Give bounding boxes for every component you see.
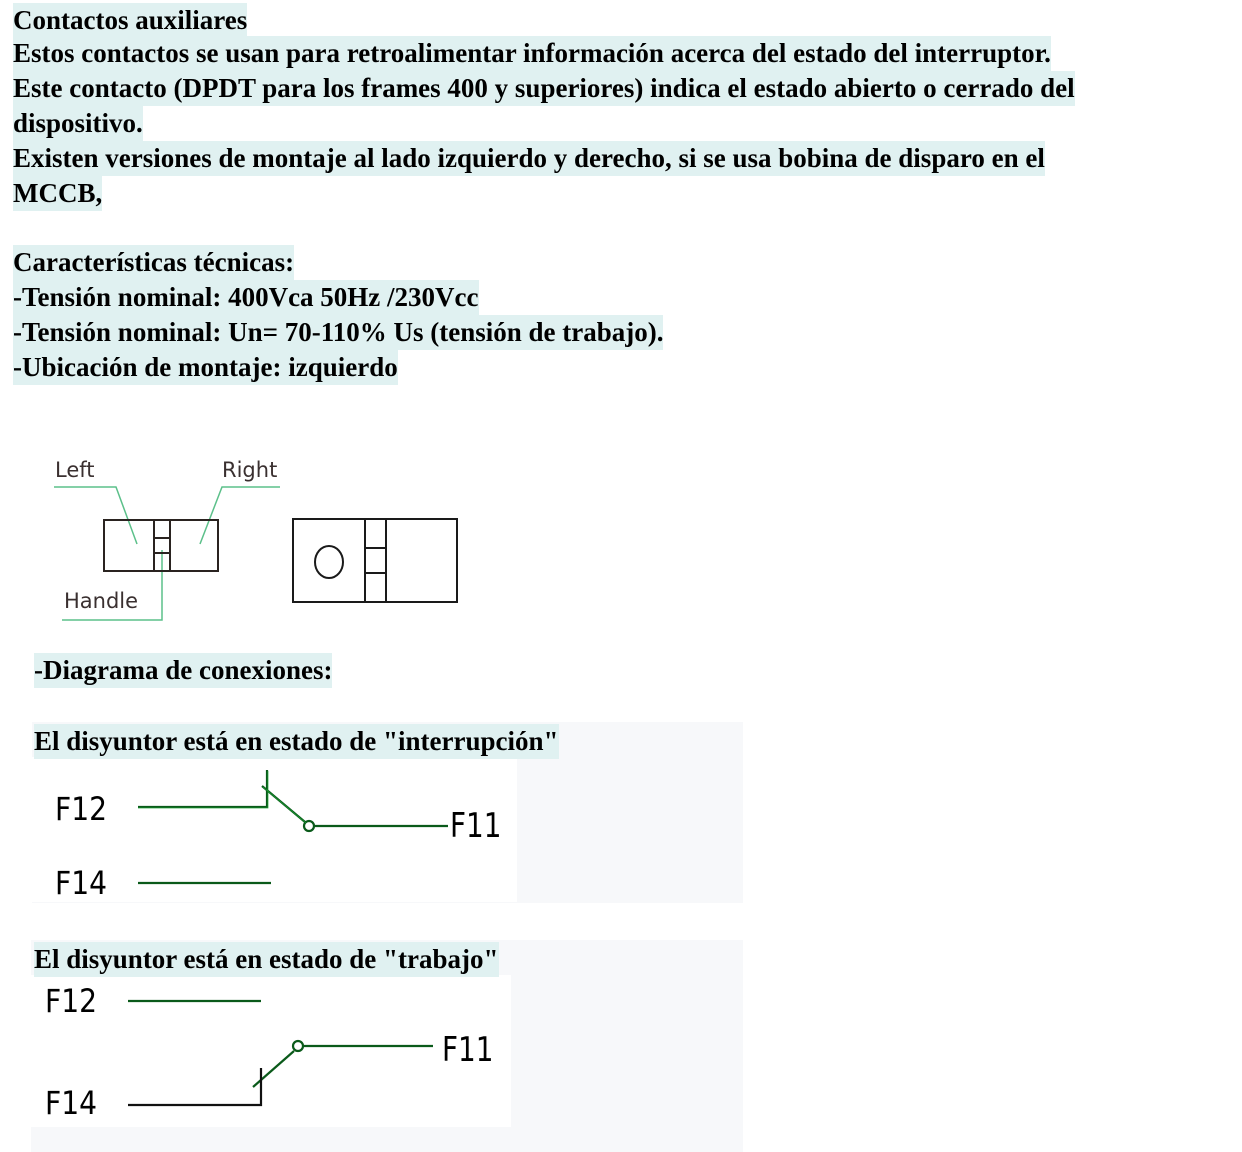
- label-left: Left: [55, 458, 95, 482]
- breaker-front-view: [293, 519, 457, 602]
- terminal-f11: F11: [442, 1030, 494, 1070]
- spec-item-2: [13, 315, 663, 350]
- terminal-f14: F14: [55, 864, 108, 902]
- intro-text: Existen versiones de montaje al lado izquierdo y derecho, si se usa bobina de disparo en el: [13, 141, 1045, 176]
- intro-line-5: [13, 176, 102, 211]
- specs-heading: Características técnicas:: [13, 245, 294, 280]
- intro-line-3: [13, 106, 143, 141]
- intro-text: Estos contactos se usan para retroalimentar información acerca del estado del interruptor.: [13, 36, 1051, 71]
- intro-line-4: [13, 141, 1045, 176]
- spec-text: -Ubicación de montaje: izquierdo: [13, 350, 398, 385]
- intro-line-1: [13, 36, 1051, 71]
- terminal-f11: F11: [450, 806, 502, 846]
- intro-text: MCCB,: [13, 176, 102, 211]
- connections-heading-line: [34, 653, 332, 688]
- f14-wire: [128, 1068, 261, 1105]
- intro-line-2: [13, 71, 1075, 106]
- state-interruption-caption-line: [34, 724, 559, 759]
- label-right: Right: [222, 458, 278, 482]
- terminal-f14: F14: [45, 1084, 98, 1122]
- spec-text: -Tensión nominal: Un= 70-110% Us (tensión de trabajo).: [13, 315, 663, 350]
- spec-item-3: [13, 350, 398, 385]
- intro-text: dispositivo.: [13, 106, 143, 141]
- intro-text: Este contacto (DPDT para los frames 400 y superiores) indica el estado abierto o cerrado del: [13, 71, 1075, 106]
- label-handle: Handle: [64, 589, 139, 613]
- terminal-f12: F12: [45, 982, 98, 1020]
- terminal-f12: F12: [55, 790, 108, 828]
- spec-item-1: [13, 280, 479, 315]
- pivot-contact: [293, 1041, 303, 1051]
- document-title: Contactos auxiliares: [13, 3, 247, 38]
- f12-wire: [138, 770, 267, 807]
- title-line: [13, 3, 247, 38]
- connections-heading: -Diagrama de conexiones:: [34, 653, 332, 688]
- switch-blade: [253, 1051, 294, 1087]
- state-caption: El disyuntor está en estado de "interrupción": [34, 724, 559, 759]
- state-caption: El disyuntor está en estado de "trabajo": [34, 942, 499, 977]
- spec-text: -Tensión nominal: 400Vca 50Hz /230Vcc: [13, 280, 479, 315]
- specs-heading-line: [13, 245, 294, 280]
- state-working-caption-line: [34, 942, 499, 977]
- breaker-side-view: [104, 520, 218, 571]
